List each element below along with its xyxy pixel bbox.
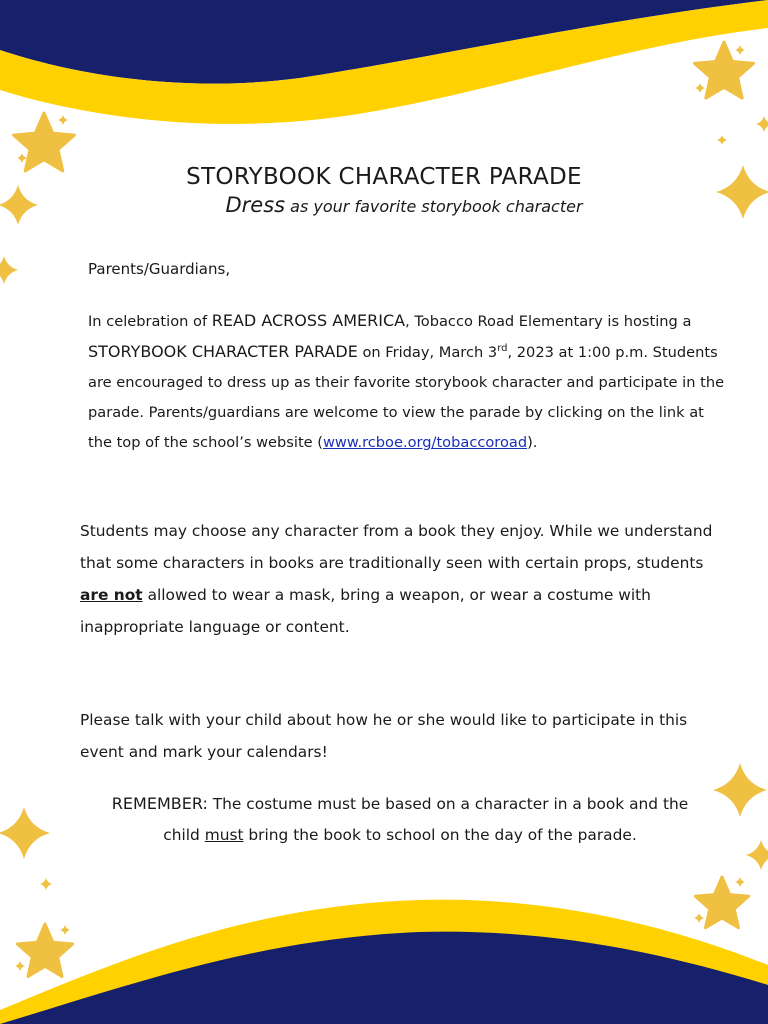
star-icon <box>695 42 754 98</box>
emphasis-are-not: are not <box>80 586 143 604</box>
sparkle-star-icon <box>746 840 768 870</box>
sparkle-star-icon <box>0 807 50 859</box>
text-span: on Friday, March 3 <box>357 344 498 361</box>
text-span: , 2023 at 1:00 p.m. Students are encouraged to dress up as their favorite storybook character and participate in the parade. Parents/guardians are welcome to view the parade by clicking on the link at the top of the school’s website ( <box>88 344 725 451</box>
sparkle-star-icon <box>15 961 25 971</box>
sparkle-star-icon <box>694 913 704 923</box>
text-span: In celebration of <box>88 313 212 330</box>
page-title: STORYBOOK CHARACTER PARADE <box>186 164 582 190</box>
text-span: , Tobacco Road Elementary is hosting a <box>405 313 692 330</box>
sparkle-star-icon <box>695 83 705 93</box>
paragraph-talk: Please talk with your child about how he or she would like to participate in this event and mark your calendars! <box>80 711 688 761</box>
paragraph-celebration <box>88 306 728 458</box>
page-subtitle <box>0 193 768 219</box>
sparkle-star-icon <box>735 877 745 887</box>
text-span: allowed to wear a mask, bring a weapon, or wear a costume with inappropriate language or content. <box>80 586 651 636</box>
sparkle-star-icon <box>735 45 745 55</box>
paragraph-rules <box>80 515 720 643</box>
reminder <box>100 788 700 851</box>
sparkle-star-icon <box>756 116 768 132</box>
sparkle-star-icon <box>58 115 68 125</box>
sparkle-star-icon <box>717 135 727 145</box>
subtitle-lead: Dress <box>225 193 286 217</box>
sparkle-star-icon <box>40 878 52 890</box>
event-name: READ ACROSS AMERICA <box>211 311 406 330</box>
sparkle-star-icon <box>0 256 18 284</box>
text-span: ). <box>527 434 538 451</box>
text-span: bring the book to school on the day of the parade. <box>243 826 637 844</box>
sparkle-star-icon <box>713 763 767 817</box>
ordinal-suffix: rd <box>497 343 508 355</box>
text-span: The costume must be based on a character in a book and the child <box>163 795 689 844</box>
sparkle-star-icon <box>60 925 70 935</box>
greeting: Parents/Guardians, <box>88 260 231 278</box>
subtitle-rest: as your favorite storybook character <box>285 197 583 216</box>
text-span: Students may choose any character from a book they enjoy. While we understand that some characters in books are traditionally seen with certain props, students <box>80 522 713 572</box>
parade-name: STORYBOOK CHARACTER PARADE <box>88 342 358 361</box>
school-website-link[interactable]: www.rcboe.org/tobaccoroad <box>322 434 528 451</box>
emphasis-must: must <box>204 826 244 844</box>
reminder-label: REMEMBER: <box>111 794 208 813</box>
